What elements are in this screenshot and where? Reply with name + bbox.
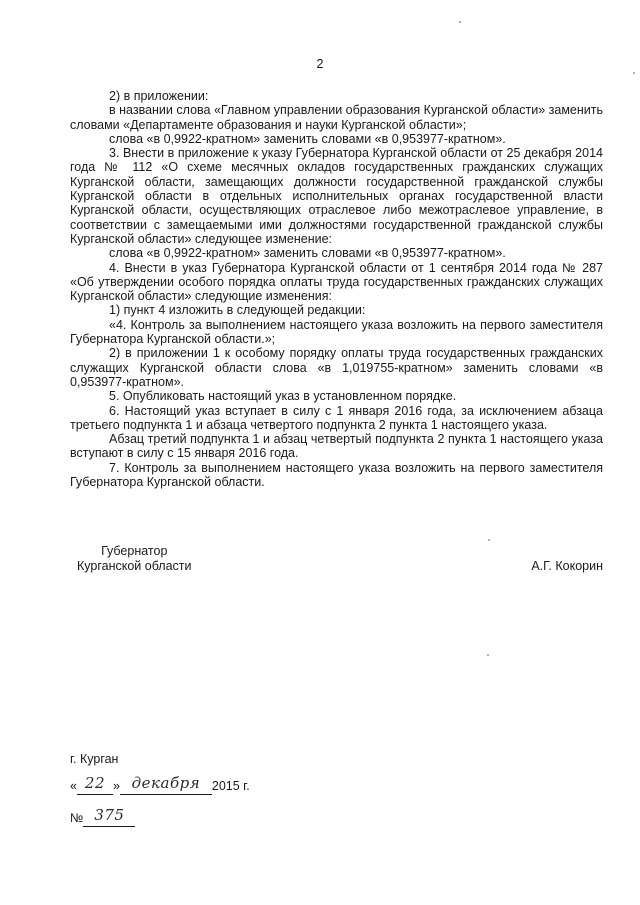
body-paragraph: 2) в приложении 1 к особому порядку оплаты труда государственных гражданских служащих Курганской области слова «в 1,019755-кратном» заменить словами «в 0,953977-кратном». xyxy=(70,346,603,389)
date-day-handwritten: 22 xyxy=(84,774,105,792)
body-paragraph: слова «в 0,9922-кратном» заменить словами «в 0,953977-кратном». xyxy=(109,131,506,146)
scan-speck xyxy=(487,654,489,656)
signatory-title xyxy=(77,544,192,574)
body-paragraph: 6. Настоящий указ вступает в силу с 1 января 2016 года, за исключением абзаца третьего подпункта 1 и абзаца четвертого подпункта 2 пункта 1 настоящего указа. xyxy=(70,403,603,432)
scan-speck xyxy=(459,21,461,23)
number-prefix: № xyxy=(70,811,84,825)
date-month-handwritten: декабря xyxy=(131,774,201,792)
place-of-signing: г. Курган xyxy=(70,752,119,766)
date-close-quote: » xyxy=(112,779,120,793)
body-paragraph: 1) пункт 4 изложить в следующей редакции: xyxy=(109,303,366,318)
date-month-field xyxy=(120,776,212,795)
date-year: 2015 г. xyxy=(211,779,250,793)
body-paragraph: 5. Опубликовать настоящий указ в установленном порядке. xyxy=(109,389,457,404)
signatory-name: А.Г. Кокорин xyxy=(531,559,603,573)
date-day-field xyxy=(77,776,113,795)
number-handwritten: 375 xyxy=(94,806,125,824)
body-paragraph: Абзац третий подпункта 1 и абзац четвертый подпункта 2 пункта 1 настоящего указа вступают в силу с 15 января 2016 года. xyxy=(70,432,603,461)
date-open-quote: « xyxy=(70,779,77,793)
body-paragraph: слова «в 0,9922-кратном» заменить словами «в 0,953977-кратном». xyxy=(109,246,506,261)
signatory-title-line-1: Губернатор xyxy=(101,544,168,558)
page-number: 2 xyxy=(316,57,324,71)
body-paragraph: 3. Внести в приложение к указу Губернатора Курганской области от 25 декабря 2014 года № 112 «О схеме месячных окладов государственных гражданских служащих Курганской области, замещающих должности государственной гражданской службы Курганской области в отдельных исполнительных органах государственной власти Курганской области, осуществляющих отраслевое либо межотраслевое управление, в соответствии с замещаемыми ими должностями государственной гражданской службы Курганской области» следующее изменение: xyxy=(70,146,603,246)
scan-speck xyxy=(633,72,635,74)
signing-date xyxy=(70,776,250,795)
body-paragraph: в названии слова «Главном управлении образования Курганской области» заменить словами «Департаменте образования и науки Курганской области»; xyxy=(70,103,603,132)
body-paragraph: «4. Контроль за выполнением настоящего указа возложить на первого заместителя Губернатора Курганской области.»; xyxy=(70,317,603,347)
body-paragraph: 2) в приложении: xyxy=(109,89,209,103)
scan-speck xyxy=(488,539,490,541)
body-paragraph: 4. Внести в указ Губернатора Курганской области от 1 сентября 2014 года № 287 «Об утверждении особого порядка оплаты труда государственных гражданских служащих Курганской области» следующие изменения: xyxy=(70,260,603,304)
signatory-title-line-2: Курганской области xyxy=(77,559,192,573)
document-number xyxy=(70,808,135,827)
body-paragraph: 7. Контроль за выполнением настоящего указа возложить на первого заместителя Губернатора Курганской области. xyxy=(70,460,603,490)
document-body xyxy=(70,89,603,489)
number-field xyxy=(83,808,135,827)
